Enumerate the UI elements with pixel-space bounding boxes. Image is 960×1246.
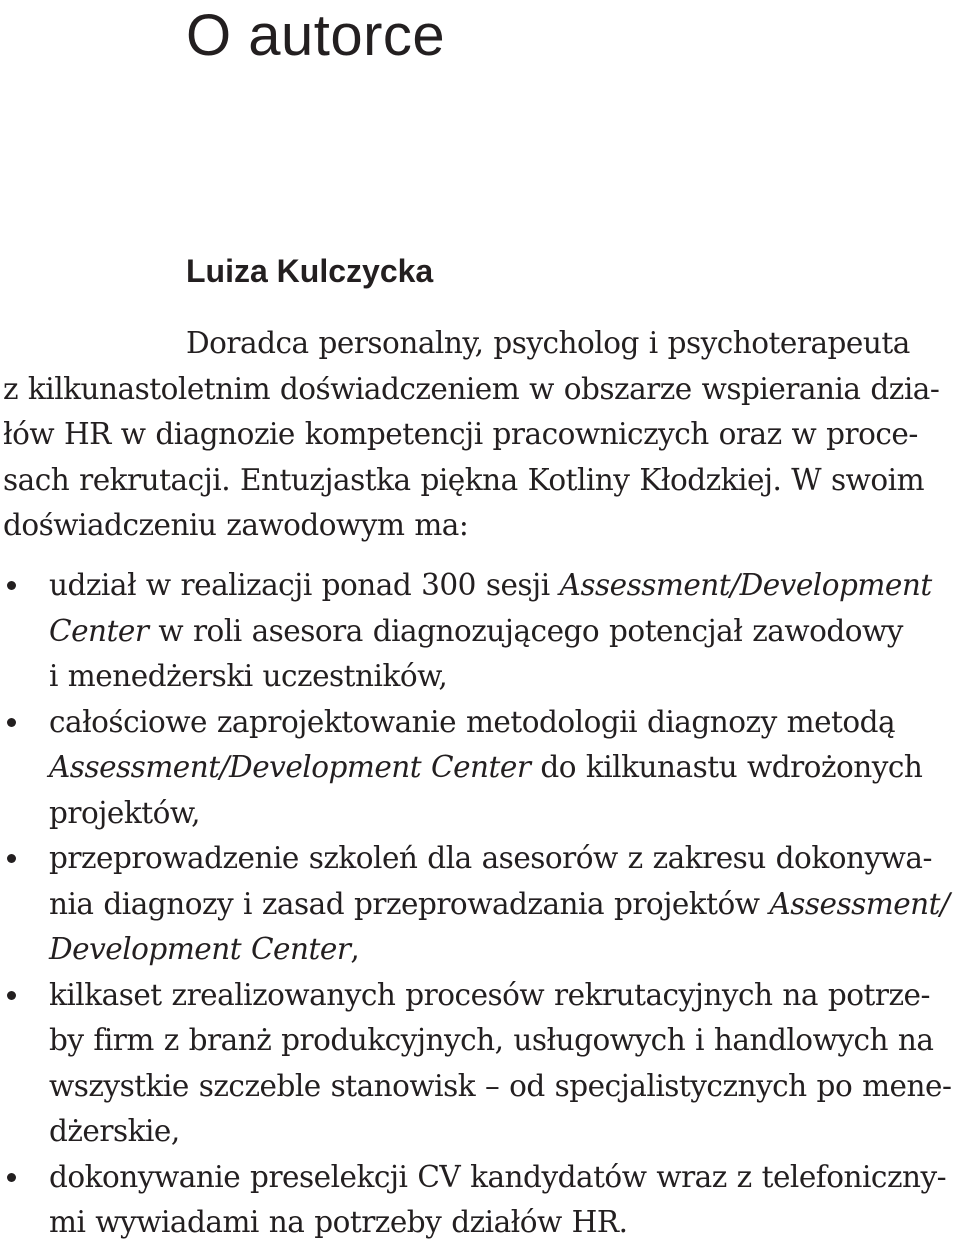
bullet-icon <box>7 1173 16 1182</box>
list-item-line <box>49 745 960 791</box>
list-item-line: wszystkie szczeble stanowisk – od specjalistycznych po mene- <box>49 1068 952 1103</box>
list-text-italic: Assessment/Development Center <box>49 750 531 784</box>
list-text: nia diagnozy i zasad przeprowadzania projektów <box>49 886 770 921</box>
intro-line: sach rekrutacji. Entuzjastka piękna Kotliny Kłodzkiej. W swoim <box>3 462 925 497</box>
bullet-icon <box>7 991 16 1000</box>
list-text-italic: Assessment/ <box>769 886 950 921</box>
list-item <box>0 1155 960 1246</box>
list-text: w roli asesora diagnozującego potencjał zawodowy <box>148 613 903 648</box>
list-text-italic: Center <box>49 613 149 648</box>
list-item-line: projektów, <box>49 795 200 830</box>
list-item-line <box>49 927 960 973</box>
list-text-italic: Development Center <box>49 932 351 966</box>
list-item-line: kilkaset zrealizowanych procesów rekrutacyjnych na potrze- <box>49 977 930 1012</box>
list-text: do kilkunastu wdrożonych <box>530 750 923 784</box>
list-item-line: całościowe zaprojektowanie metodologii diagnozy metodą <box>49 704 896 739</box>
list-item <box>0 700 960 837</box>
intro-line: Doradca personalny, psycholog i psychoterapeuta <box>186 326 910 360</box>
bullet-icon <box>7 718 16 727</box>
list-item-line <box>49 563 960 609</box>
list-item-line: dokonywanie preselekcji CV kandydatów wraz z telefoniczny- <box>49 1159 947 1194</box>
list-item <box>0 973 960 1155</box>
author-name: Luiza Kulczycka <box>186 253 434 289</box>
list-text: udział w realizacji ponad 300 sesji <box>49 568 560 602</box>
bullet-icon <box>7 581 16 590</box>
list-item-line <box>49 609 960 655</box>
list-item-line <box>49 882 960 928</box>
list-item-line: dżerskie, <box>49 1114 180 1148</box>
list-item-line: i menedżerski uczestników, <box>49 659 448 693</box>
list-item-line: by firm z branż produkcyjnych, usługowych i handlowych na <box>49 1023 934 1057</box>
list-text: , <box>350 932 360 966</box>
intro-line: doświadczeniu zawodowym ma: <box>3 508 469 542</box>
list-item-line: przeprowadzenie szkoleń dla asesorów z zakresu dokonywa- <box>49 841 932 875</box>
intro-paragraph <box>3 321 958 549</box>
intro-line: łów HR w diagnozie kompetencji pracowniczych oraz w proce- <box>3 417 918 451</box>
bullet-icon <box>7 854 16 863</box>
intro-line: z kilkunastoletnim doświadczeniem w obszarze wspierania dzia- <box>3 371 940 406</box>
list-text-italic: Assessment/Development <box>559 568 932 602</box>
experience-list <box>0 563 960 1246</box>
list-item-line: mi wywiadami na potrzeby działów HR. <box>49 1205 628 1239</box>
chapter-title: O autorce <box>186 3 446 68</box>
list-item <box>0 563 960 700</box>
list-item <box>0 836 960 973</box>
